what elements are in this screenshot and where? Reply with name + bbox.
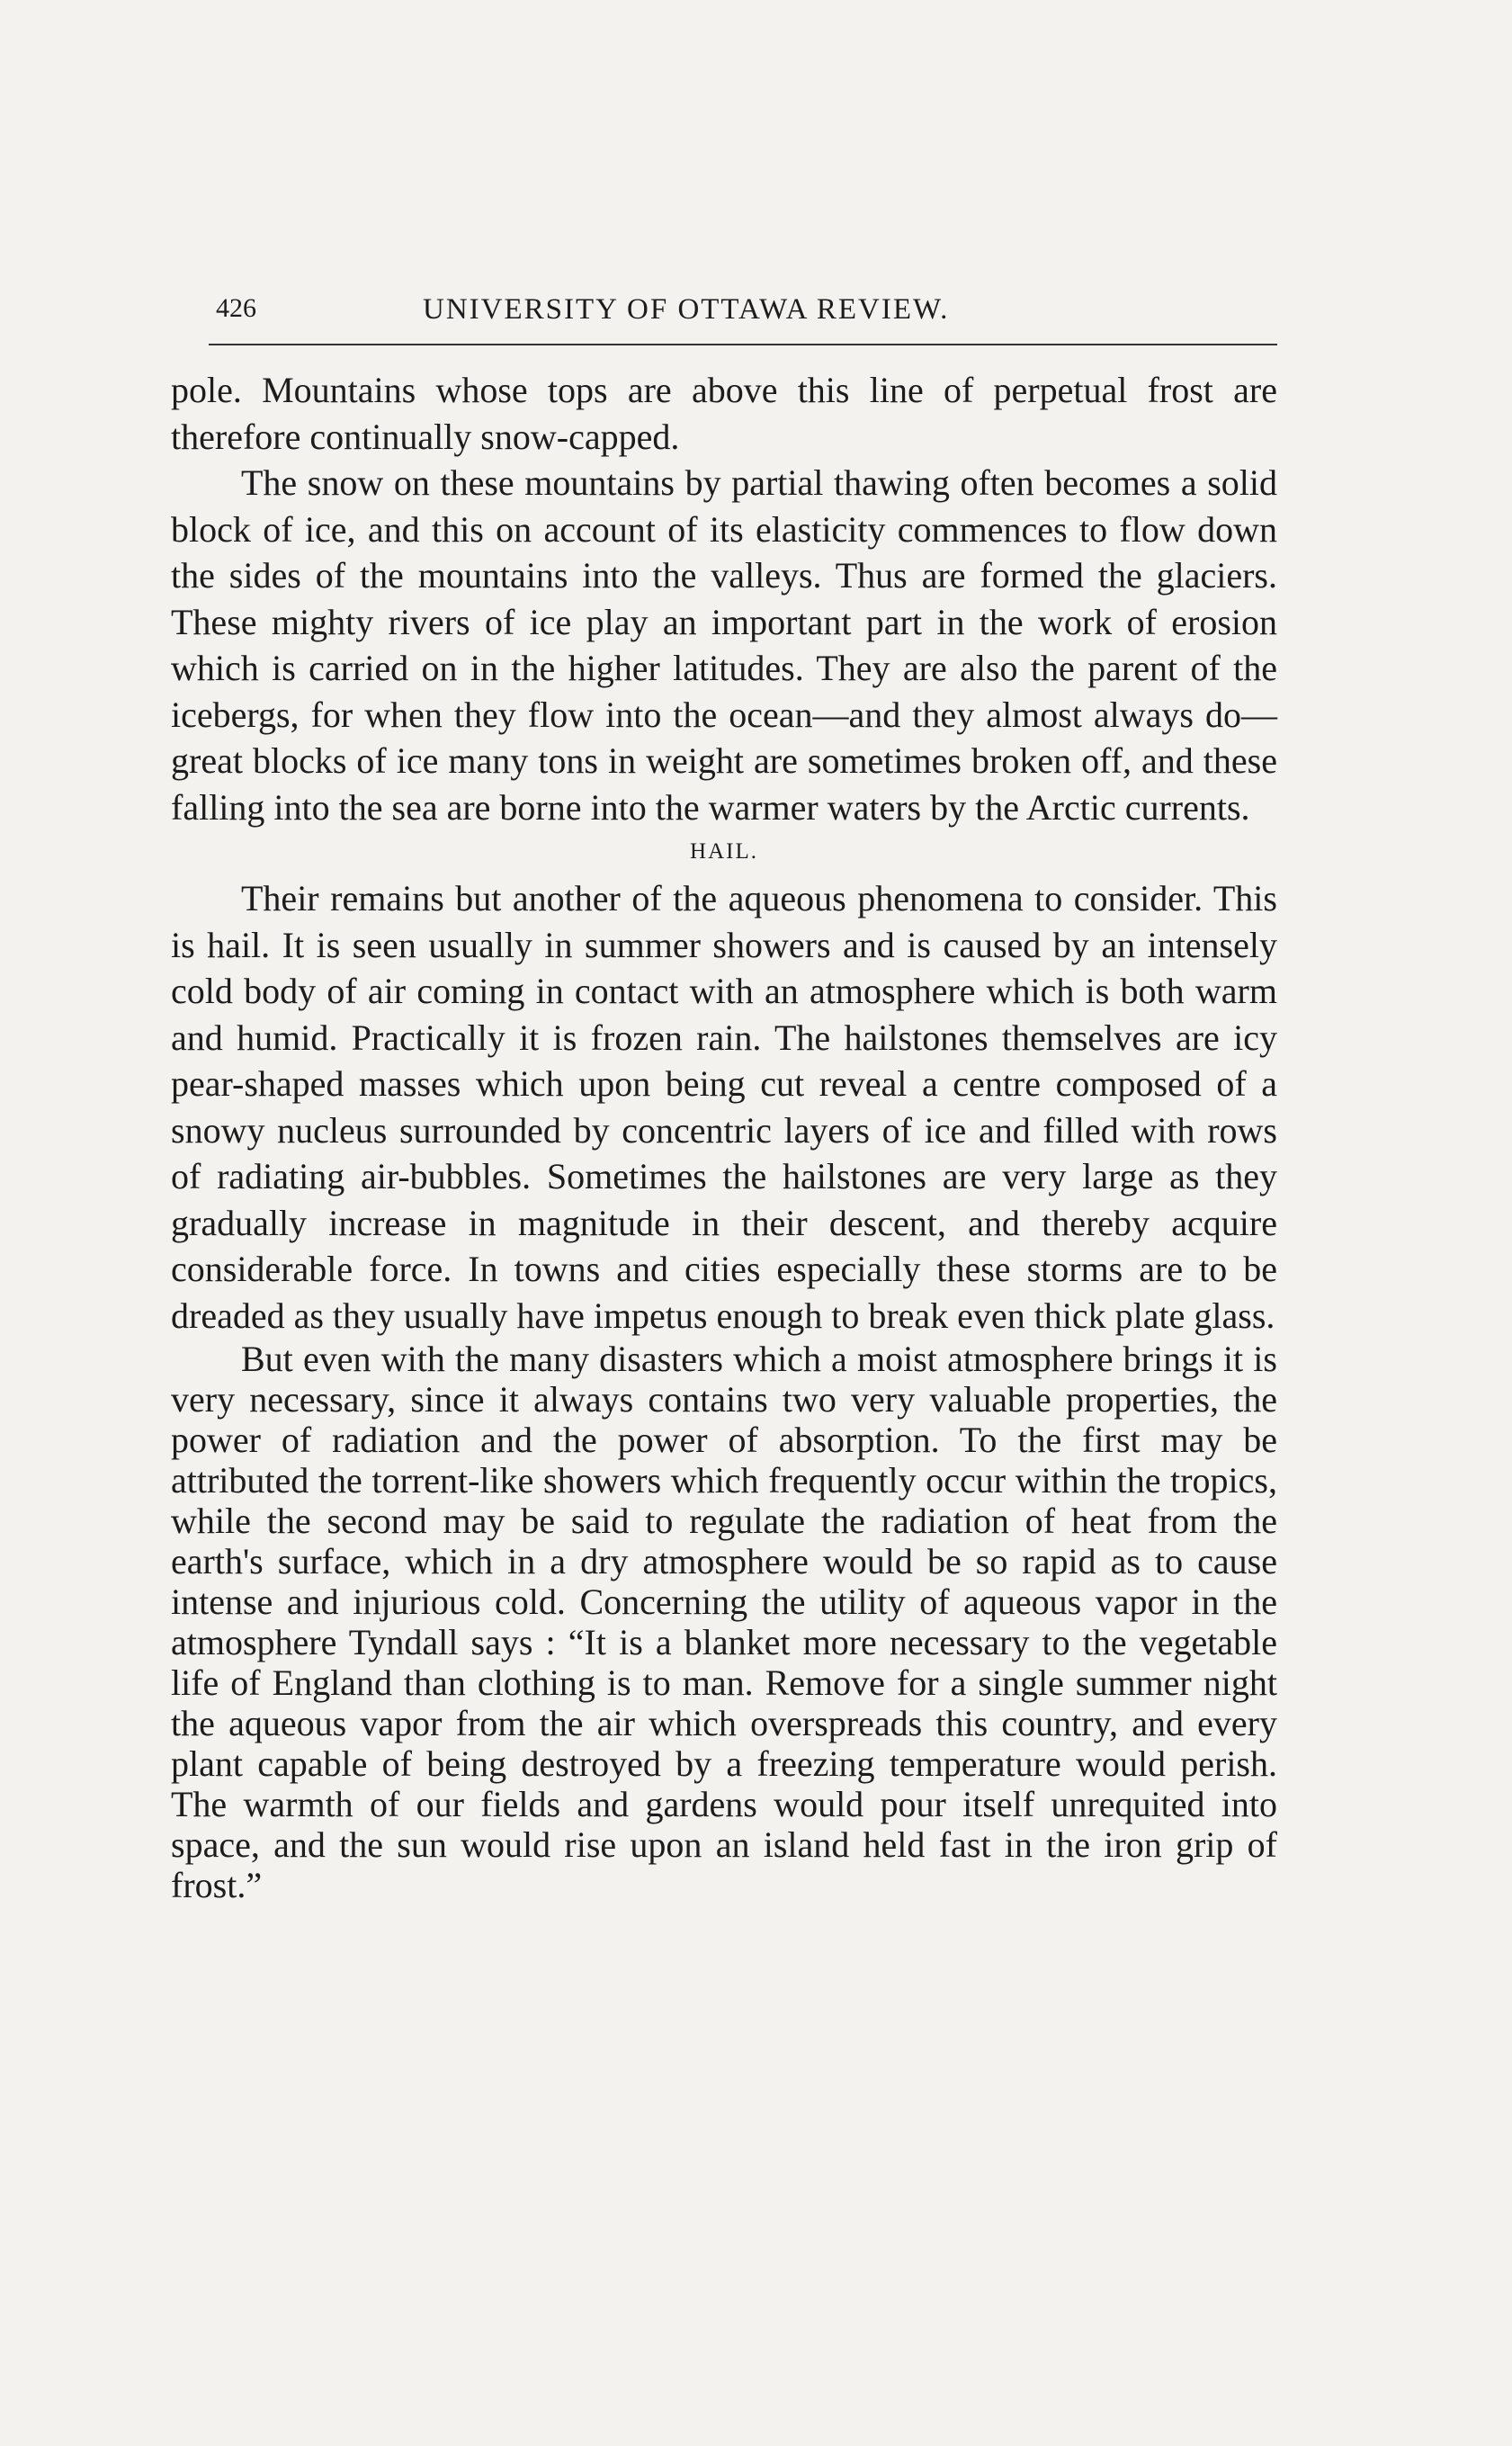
running-title: UNIVERSITY OF OTTAWA REVIEW. xyxy=(423,293,950,326)
page-number: 426 xyxy=(216,293,256,323)
paragraph: But even with the many disasters which a moist atmosphere brings it is very necessary, since it always contains two very valuable properties, the power of radiation and the power of absorption. To the first may be attributed the torrent-like showers which frequently occur within the tropics, while the second may be said to regulate the radiation of heat from the earth's surface, which in a dry atmosphere would be so rapid as to cause intense and injurious cold. Concerning the utility of aqueous vapor in the atmosphere Tyndall says : “It is a blanket more necessary to the vegetable life of England than clothing is to man. Remove for a single summer night the aqueous vapor from the air which overspreads this country, and every plant capable of being destroyed by a freezing temperature would perish. The warmth of our fields and gardens would pour itself unrequited into space, and the sun would rise upon an island held fast in the iron grip of frost.” xyxy=(171,1339,1277,1905)
paragraph: Their remains but another of the aqueous phenomena to consider. This is hail. It is seen usually in summer showers and is caused by an intensely cold body of air coming in contact with an atmosphere which is both warm and humid. Practically it is frozen rain. The hailstones themselves are icy pear-shaped masses which upon being cut reveal a centre composed of a snowy nucleus surrounded by concentric layers of ice and filled with rows of radiating air-bubbles. Sometimes the hailstones are very large as they gradually increase in magnitude in their descent, and thereby acquire considerable force. In towns and cities especially these storms are to be dreaded as they usually have impetus enough to break even thick plate glass. xyxy=(171,878,1277,1336)
header-rule xyxy=(209,344,1277,345)
paragraph: The snow on these mountains by partial thawing often becomes a solid block of ice, and this on account of its elasticity commences to flow down the sides of the mountains into the valleys. Thus are formed the glaciers. These mighty rivers of ice play an important part in the work of erosion which is carried on in the higher latitudes. They are also the parent of the icebergs, for when they flow into the ocean—and they almost always do—great blocks of ice many tons in weight are sometimes broken off, and these falling into the sea are borne into the warmer waters by the Arctic currents. xyxy=(171,462,1277,828)
paragraph: pole. Mountains whose tops are above this line of perpetual frost are therefore continually snow-capped. xyxy=(171,370,1277,457)
body-text xyxy=(171,367,1277,1905)
page-header xyxy=(216,286,1286,340)
section-heading: HAIL. xyxy=(690,839,758,864)
